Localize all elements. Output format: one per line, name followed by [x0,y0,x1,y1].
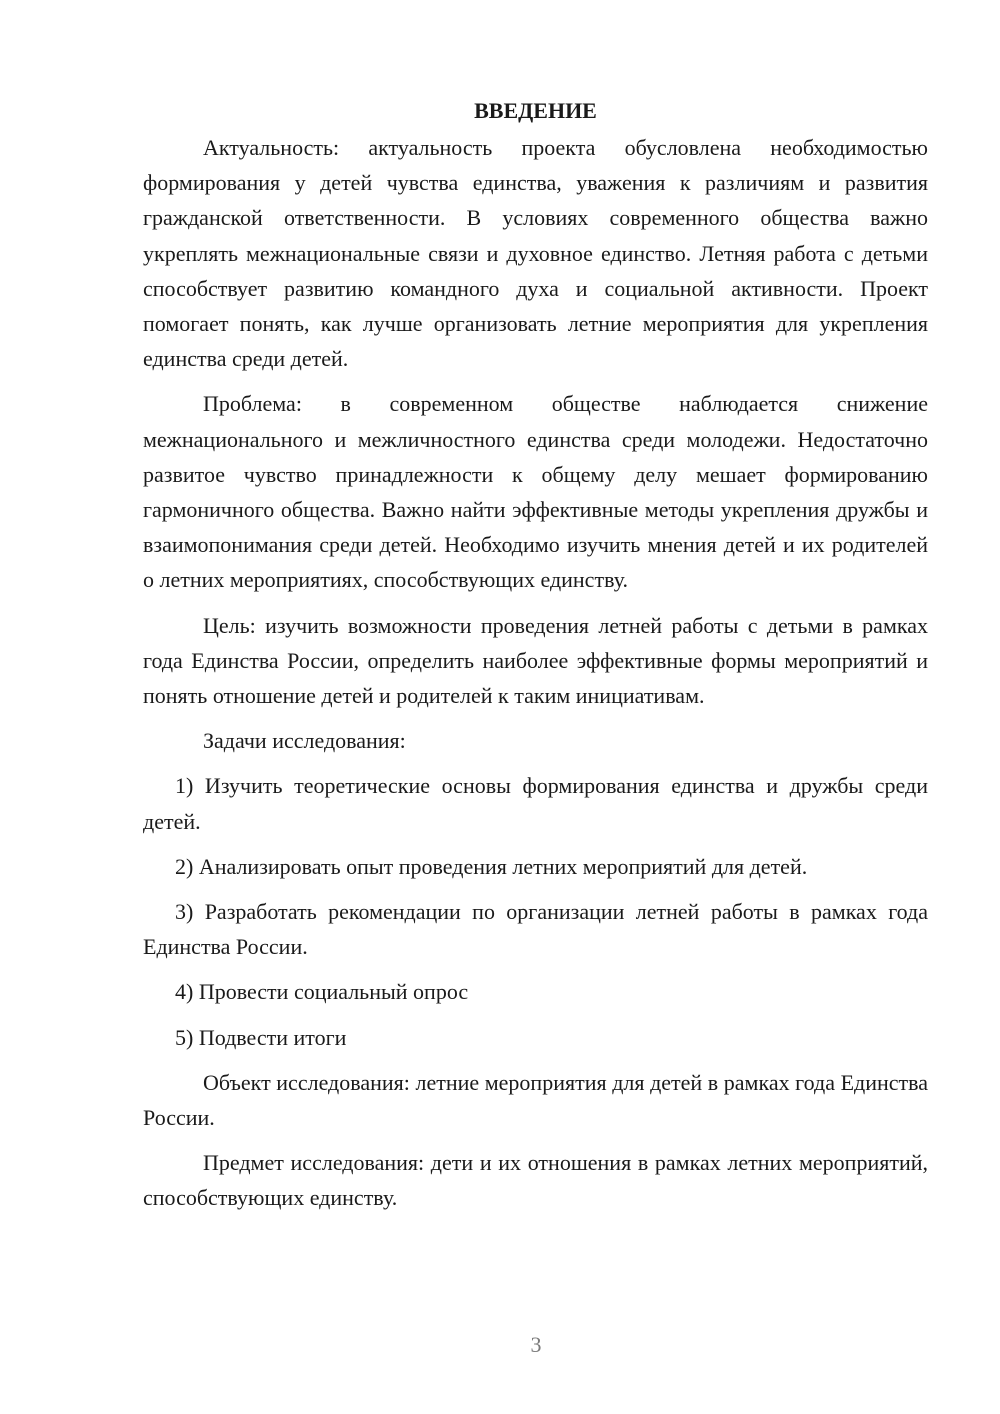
task-item: 2) Анализировать опыт проведения летних мероприятий для детей. [175,853,808,879]
paragraph-goal: Цель: изучить возможности проведения летней работы с детьми в рамках года Единства России, определить наиболее эффективные формы мероприятий и понять отношение детей и родителей к таким инициативам. [143,612,928,709]
page-title: ВВЕДЕНИЕ [474,98,597,123]
tasks-list [143,768,928,1054]
document-page [143,96,928,1226]
paragraph-subject: Предмет исследования: дети и их отношения в рамках летних мероприятий, способствующих единству. [143,1150,928,1211]
paragraph-relevance: Актуальность: актуальность проекта обусловлена необходимостью формирования у детей чувства единства, уважения к различиям и развития гражданской ответственности. В условиях современного общества важно укреплять межнациональные связи и духовное единство. Летняя работа с детьми способствует развитию командного духа и социальной активности. Проект помогает понять, как лучше организовать летние мероприятия для укрепления единства среди детей. [143,135,928,372]
task-item: 4) Провести социальный опрос [175,979,469,1005]
page-number: 3 [530,1332,542,1357]
task-item: 5) Подвести итоги [175,1024,347,1050]
paragraph-object: Объект исследования: летние мероприятия для детей в рамках года Единства России. [143,1069,928,1131]
task-item: 3) Разработать рекомендации по организации летней работы в рамках года Единства России. [143,899,928,960]
paragraph-problem: Проблема: в современном обществе наблюдается снижение межнационального и межличностного единства среди молодежи. Недостаточно развитое чувство принадлежности к общему делу мешает формированию гармоничного общества. Важно найти эффективные методы укрепления дружбы и взаимопонимания среди детей. Необходимо изучить мнения детей и их родителей о летних мероприятиях, способствующих единству. [143,391,928,593]
tasks-heading: Задачи исследования: [203,728,406,754]
task-item: 1) Изучить теоретические основы формирования единства и дружбы среди детей. [143,773,928,834]
